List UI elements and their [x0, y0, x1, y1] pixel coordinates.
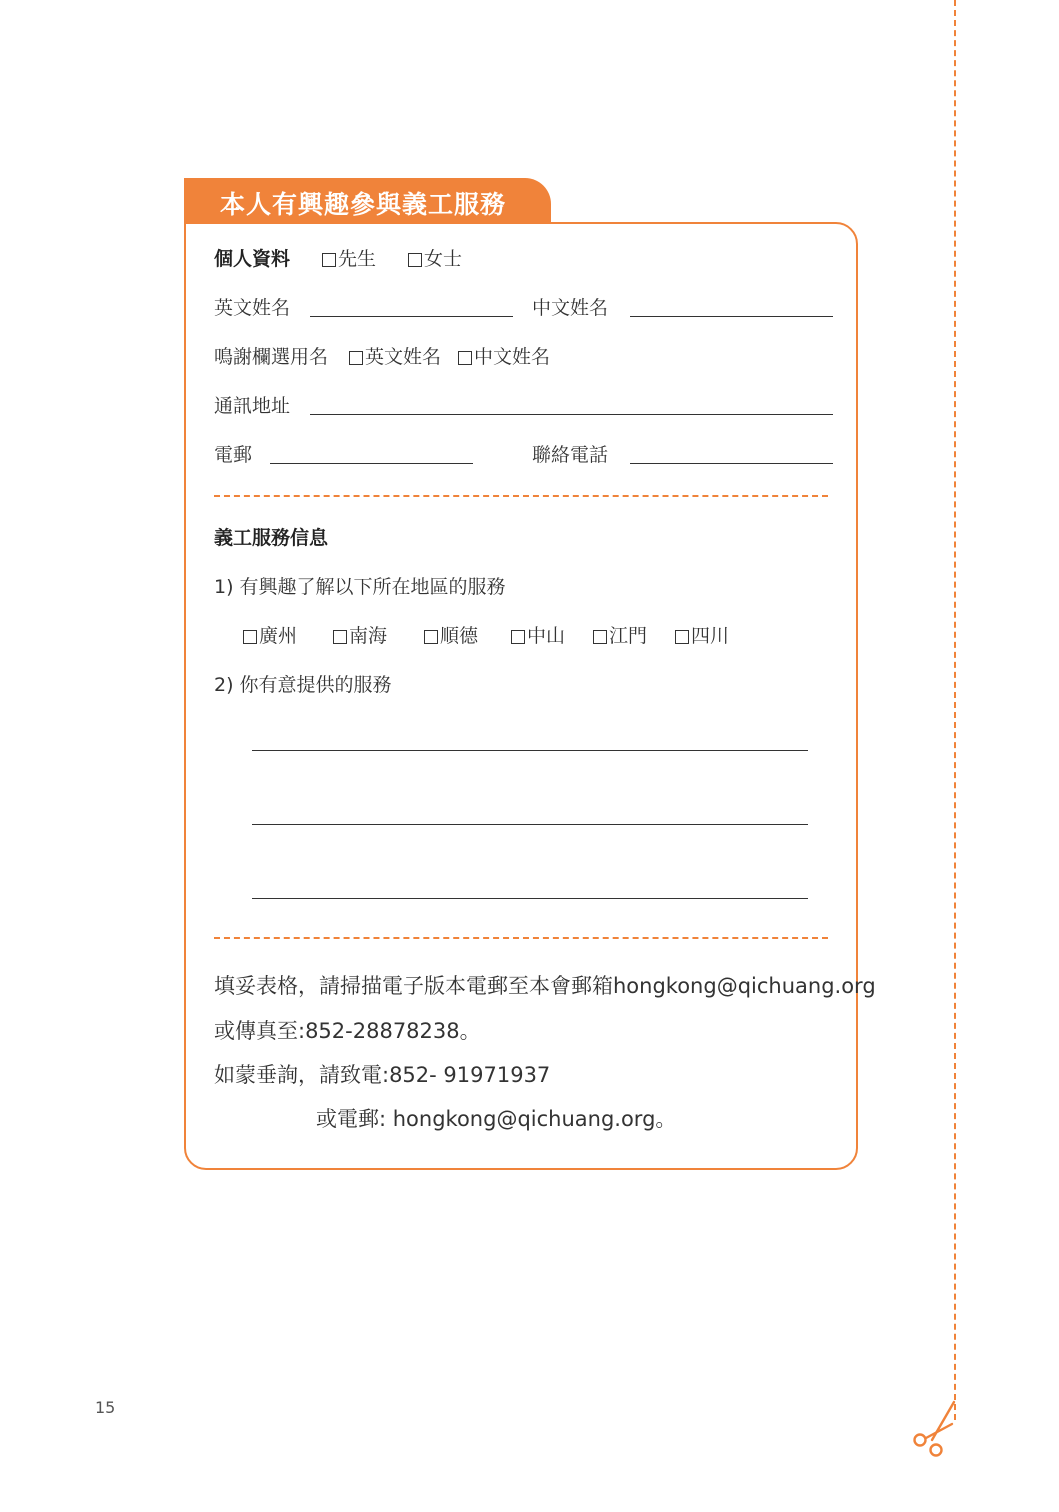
address-field[interactable] — [310, 414, 833, 415]
email-label: 電郵 — [214, 444, 253, 466]
section-divider — [214, 937, 828, 939]
english-name-label: 英文姓名 — [214, 297, 291, 319]
checkbox-icon — [424, 630, 438, 644]
checkbox-ms[interactable]: 女士 — [408, 247, 462, 271]
checkbox-thanks-chinese[interactable]: 中文姓名 — [458, 345, 550, 369]
service-answer-line[interactable] — [252, 750, 808, 751]
checkbox-region[interactable]: 中山 — [511, 624, 565, 648]
question-2: 2) 你有意提供的服務 — [214, 674, 392, 696]
checkbox-region[interactable]: 南海 — [333, 624, 387, 648]
checkbox-region[interactable]: 四川 — [675, 624, 729, 648]
checkbox-icon — [408, 253, 422, 267]
checkbox-region[interactable]: 廣州 — [243, 624, 297, 648]
form-title-tab — [184, 178, 551, 224]
checkbox-icon — [349, 351, 363, 365]
checkbox-icon — [675, 630, 689, 644]
checkbox-region[interactable]: 順德 — [424, 624, 478, 648]
checkbox-icon — [322, 253, 336, 267]
checkbox-region[interactable]: 江門 — [593, 624, 647, 648]
email-field[interactable] — [270, 463, 473, 464]
form-title: 本人有興趣參與義工服務 — [220, 190, 507, 219]
page-number: 15 — [95, 1398, 116, 1417]
personal-heading: 個人資料 — [214, 248, 291, 270]
checkbox-icon — [243, 630, 257, 644]
thanks-name-label: 鳴謝欄選用名 — [214, 346, 329, 368]
checkbox-icon — [593, 630, 607, 644]
checkbox-icon — [511, 630, 525, 644]
service-answer-line[interactable] — [252, 898, 808, 899]
checkbox-icon — [458, 351, 472, 365]
phone-field[interactable] — [630, 463, 833, 464]
checkbox-thanks-english[interactable]: 英文姓名 — [349, 345, 441, 369]
instructions-line-2: 或傳真至:852-28878238。 — [214, 1019, 481, 1043]
phone-label: 聯絡電話 — [532, 444, 609, 466]
instructions-line-1: 填妥表格，請掃描電子版本電郵至本會郵箱hongkong@qichuang.org — [214, 974, 876, 998]
service-answer-line[interactable] — [252, 824, 808, 825]
chinese-name-field[interactable] — [630, 316, 833, 317]
checkbox-icon — [333, 630, 347, 644]
address-label: 通訊地址 — [214, 395, 291, 417]
volunteer-heading: 義工服務信息 — [214, 527, 329, 549]
english-name-field[interactable] — [310, 316, 513, 317]
scissors-icon — [908, 1400, 958, 1460]
instructions-line-3: 如蒙垂詢，請致電:852- 91971937 — [214, 1063, 551, 1087]
checkbox-mr[interactable]: 先生 — [322, 247, 376, 271]
section-divider — [214, 495, 828, 497]
question-1: 1) 有興趣了解以下所在地區的服務 — [214, 576, 506, 598]
cut-line — [954, 0, 956, 1420]
instructions-line-4: 或電郵: hongkong@qichuang.org。 — [316, 1107, 677, 1131]
chinese-name-label: 中文姓名 — [532, 297, 609, 319]
